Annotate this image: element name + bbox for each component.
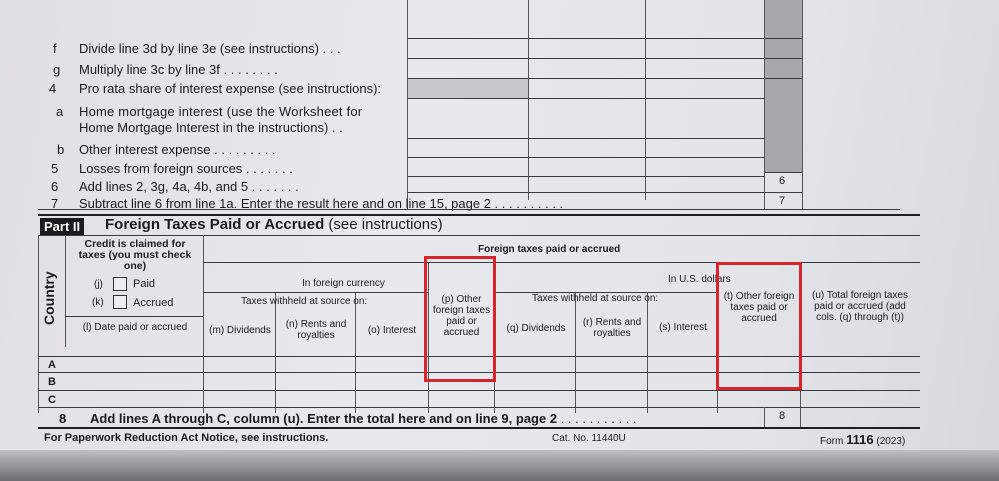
grid-line (764, 407, 765, 427)
line-6-box-label: 6 (779, 175, 786, 187)
grid-line (275, 292, 276, 413)
withheld-us-dollars-header: Taxes withheld at source on: (532, 293, 659, 304)
line-4a-num: a (56, 104, 64, 119)
row-c-label: C (48, 394, 56, 406)
credit-claimed-label: Credit is claimed for taxes (you must check one) (78, 238, 192, 272)
part2-label: Part II (40, 218, 84, 235)
line-4-text: Pro rata share of interest expense (see instructions): (79, 81, 382, 96)
part2-title: Foreign Taxes Paid or Accrued (see instructions) (105, 216, 443, 233)
shaded-cell (408, 78, 528, 98)
grid-line (408, 58, 802, 59)
row-b-label: B (48, 376, 56, 388)
grid-line (65, 235, 66, 347)
grid-line (203, 262, 920, 263)
col-o-header: (o) Interest (367, 325, 417, 336)
grid-line (407, 0, 408, 210)
col-p-header: (p) Other foreign taxes paid or accrued (432, 294, 491, 338)
grid-line (528, 0, 529, 200)
paperwork-notice: For Paperwork Reduction Act Notice, see instructions. (44, 432, 329, 444)
highlight-col-t (716, 262, 802, 390)
grid-line (38, 407, 920, 408)
grid-line (408, 157, 765, 158)
option-j-label: (j) (94, 279, 103, 290)
option-k-label: (k) (92, 297, 104, 308)
grid-line (408, 38, 802, 39)
background-edge (0, 450, 999, 481)
line-f-text: Divide line 3d by line 3e (see instructions) . . . (79, 41, 341, 56)
line-4-num: 4 (49, 81, 57, 96)
line-6-num: 6 (51, 179, 59, 194)
grid-line (645, 0, 646, 200)
part2-bottom-rule (38, 427, 920, 429)
line-8-box-label: 8 (779, 410, 786, 422)
withheld-foreign-currency-header: Taxes withheld at source on: (241, 296, 368, 307)
foreign-taxes-header: Foreign taxes paid or accrued (478, 244, 621, 255)
row-a-label: A (48, 359, 56, 371)
col-u-header: (u) Total foreign taxes paid or accrued (add cols. (q) through (t)) (812, 290, 908, 323)
col-n-header: (n) Rents and royalties (285, 319, 347, 341)
line-4a-text-cont: Home Mortgage Interest in the instructions) . . (79, 120, 343, 135)
date-paid-header: (l) Date paid or accrued (82, 322, 188, 333)
grid-line (647, 292, 648, 413)
line-4a-text: Home mortgage interest (use the Worksheet for (79, 104, 363, 119)
line-8-num: 8 (59, 411, 67, 426)
grid-line (408, 78, 802, 79)
highlight-col-p (424, 256, 496, 382)
grid-line (408, 192, 802, 193)
line-7-num: 7 (51, 196, 59, 211)
line-8-text: Add lines A through C, column (u). Enter the total here and on line 9, page 2 . . . . . . . . . . . (90, 411, 637, 426)
line-5-num: 5 (51, 161, 59, 176)
col-r-header: (r) Rents and royalties (582, 317, 642, 339)
grid-line (355, 292, 356, 413)
grid-line (802, 0, 803, 210)
form-number: Form 1116 (2023) (820, 432, 906, 447)
country-header: Country (41, 271, 57, 325)
line-4b-num: b (57, 142, 65, 157)
paid-label: Paid (133, 278, 156, 290)
col-s-header: (s) Interest (659, 322, 707, 333)
accrued-checkbox[interactable] (113, 295, 127, 309)
col-m-header: (m) Dividends (209, 325, 271, 336)
accrued-label: Accrued (133, 297, 174, 309)
col-t-header: (t) Other foreign taxes paid or accrued (723, 291, 795, 324)
grid-line (203, 292, 428, 293)
grid-line (38, 235, 39, 413)
paid-checkbox[interactable] (113, 277, 127, 291)
grid-line (408, 138, 765, 139)
line-4b-text: Other interest expense . . . . . . . . . (79, 142, 276, 157)
grid-line (38, 235, 920, 236)
in-foreign-currency-header: In foreign currency (302, 278, 385, 289)
line-f-num: f (53, 41, 57, 56)
line-6-text: Add lines 2, 3g, 4a, 4b, and 5 . . . . . . . (79, 179, 299, 194)
line-7-text: Subtract line 6 from line 1a. Enter the result here and on line 15, page 2 . . . . . . . . . . (79, 196, 564, 211)
grid-line (408, 98, 765, 99)
shaded-column (765, 0, 802, 172)
line-g-num: g (53, 62, 61, 77)
grid-line (408, 176, 765, 177)
line-g-text: Multiply line 3c by line 3f . . . . . . . . (79, 62, 278, 77)
in-us-dollars-header: In U.S. dollars (668, 274, 731, 285)
grid-line (65, 316, 203, 317)
grid-line (765, 172, 802, 173)
grid-line (38, 390, 920, 391)
grid-line (575, 292, 576, 413)
cat-number: Cat. No. 11440U (552, 433, 626, 444)
col-q-header: (q) Dividends (506, 323, 566, 334)
line-7-box-label: 7 (779, 195, 786, 207)
line-5-text: Losses from foreign sources . . . . . . . (79, 161, 293, 176)
